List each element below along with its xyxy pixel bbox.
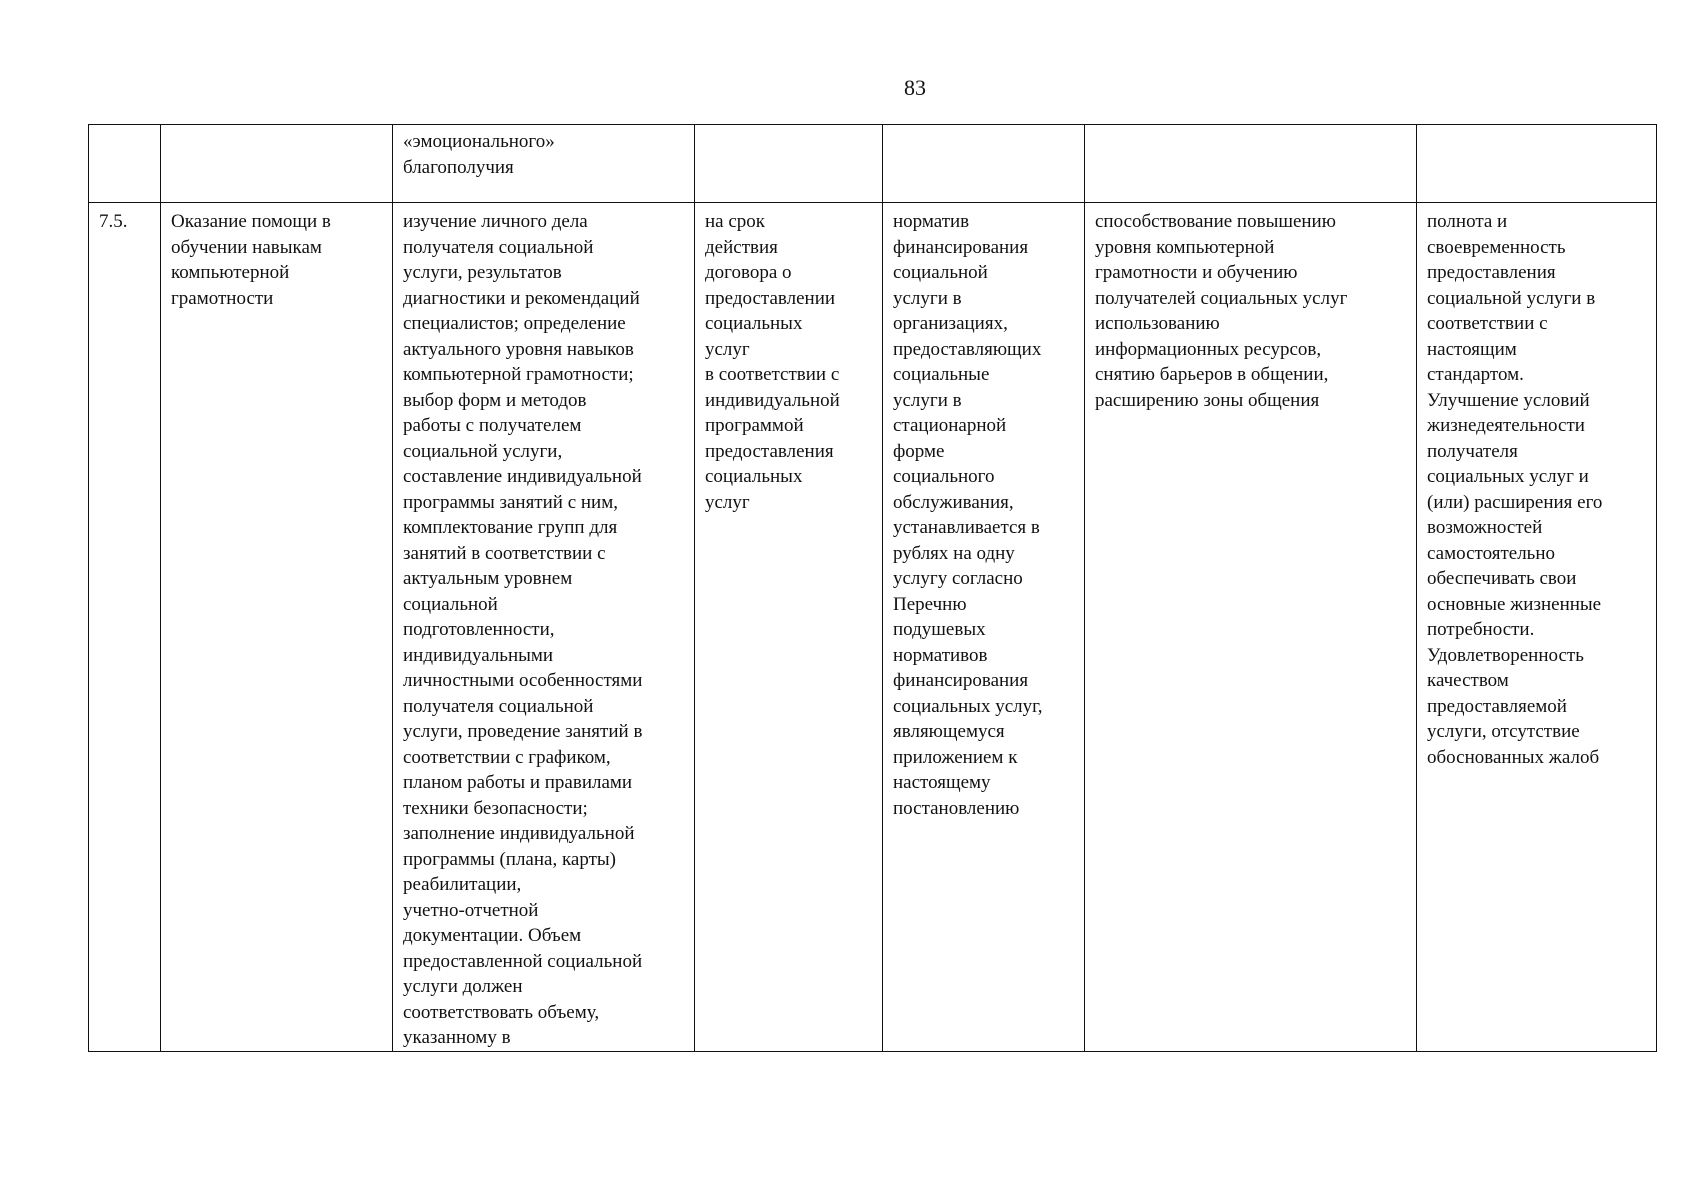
cell-service-description: изучение личного дела получателя социальной услуги, результатов диагностики и рекомендаций специалистов; определение актуального уровня навыков компьютерной грамотности; выбор форм и методов работы с получателем социальной услуги, составление индивидуальной программы занятий с ним, комплектование групп для занятий в соответствии с актуальным уровнем социальной подготовленности, индивидуальными личностными особенностями получателя социальной услуги, проведение занятий в соответствии с графиком, планом работы и правилами техники безопасности; заполнение индивидуальной программы (плана, карты) реабилитации, учетно-отчетной документации. Объем предоставленной социальной услуги должен соответствовать объему, указанному в	[393, 203, 695, 1052]
cell-number: 7.5.	[89, 203, 161, 1052]
cell-quality-criteria: полнота и своевременность предоставления социальной услуги в соответствии с настоящим стандартом. Улучшение условий жизнедеятельности получателя социальных услуг и (или) расширения его возможностей самостоятельно обеспечивать свои основные жизненные потребности. Удовлетворенность качеством предоставляемой услуги, отсутствие обоснованных жалоб	[1417, 203, 1657, 1052]
cell-service-description: «эмоционального» благополучия	[393, 125, 695, 203]
service-standard-table	[88, 124, 1657, 1052]
cell-service-name: Оказание помощи в обучении навыкам компьютерной грамотности	[161, 203, 393, 1052]
cell-number	[89, 125, 161, 203]
cell-service-term	[695, 125, 883, 203]
cell-service-term: на срок действия договора о предоставлении социальных услуг в соответствии с индивидуальной программой предоставления социальных услуг	[695, 203, 883, 1052]
cell-service-goal: способствование повышению уровня компьютерной грамотности и обучению получателей социальных услуг использованию информационных ресурсов, снятию барьеров в общении, расширению зоны общения	[1085, 203, 1417, 1052]
cell-quality-criteria	[1417, 125, 1657, 203]
cell-financing-norm: норматив финансирования социальной услуги в организациях, предоставляющих социальные услуги в стационарной форме социального обслуживания, устанавливается в рублях на одну услугу согласно Перечню подушевых нормативов финансирования социальных услуг, являющемуся приложением к настоящему постановлению	[883, 203, 1085, 1052]
page-number: 83	[904, 75, 926, 100]
table-row-continuation	[89, 125, 1657, 203]
cell-service-goal	[1085, 125, 1417, 203]
cell-service-name	[161, 125, 393, 203]
table-row-7-5	[89, 203, 1657, 1052]
cell-financing-norm	[883, 125, 1085, 203]
